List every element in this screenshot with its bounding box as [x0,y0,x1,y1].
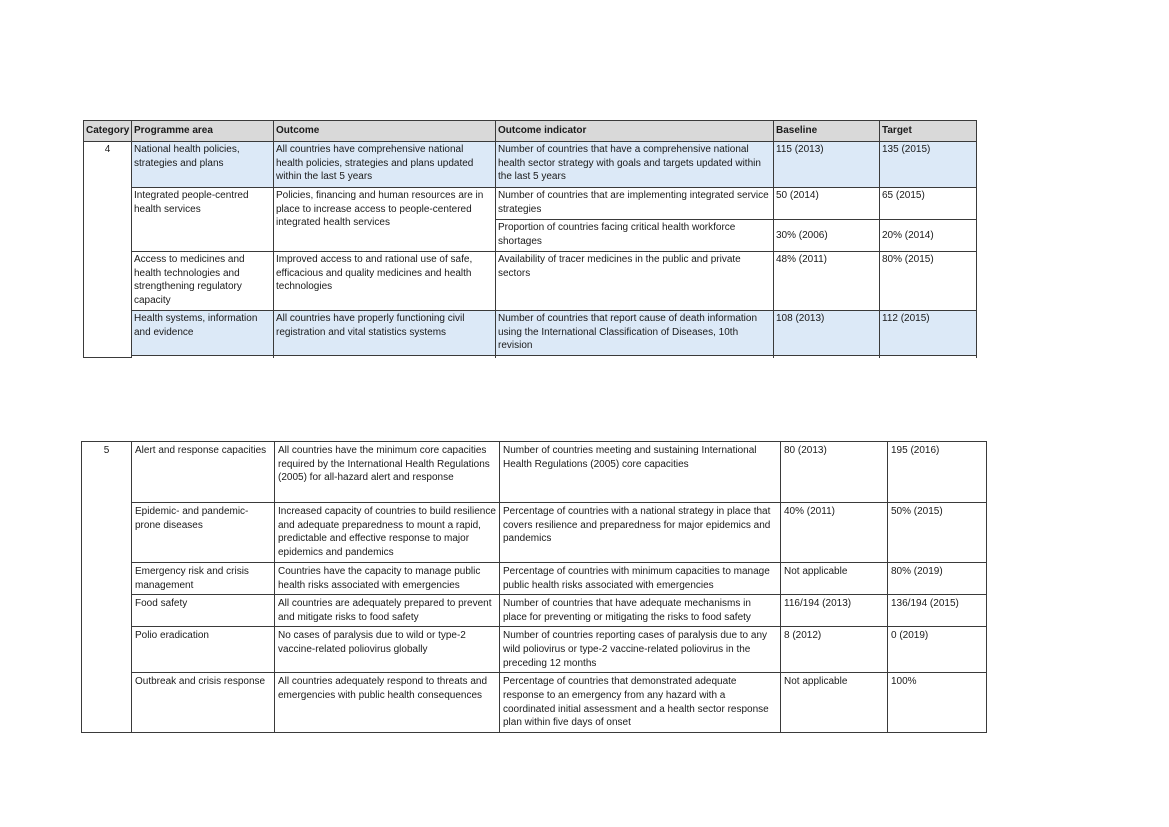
indicator-cell: Number of countries that are implementing integrated service strategies [496,188,774,220]
indicator-cell: Percentage of countries that demonstrated adequate response to an emergency from any hazard with a coordinated initial assessment and a health sector response plan within five days of onset [500,673,781,733]
target-cell: 195 (2016) [888,442,987,503]
baseline-cell: 115 (2013) [774,142,880,188]
table-row [82,442,987,503]
baseline-cell: 50 (2014) [774,188,880,220]
outcome-cell: Policies, financing and human resources are in place to increase access to people-centered integrated health services [274,188,496,252]
table-row [84,252,977,311]
outcome-cell: Countries have the capacity to manage public health risks associated with emergencies [275,563,500,595]
indicator-cell: Number of countries that have a comprehensive national health sector strategy with goals and targets updated within the last 5 years [496,142,774,188]
table-row [82,627,987,673]
baseline-cell: 108 (2013) [774,311,880,356]
baseline-cell: 116/194 (2013) [781,595,888,627]
programme-area-cell: Outbreak and crisis response [132,673,275,733]
indicator-cell: Proportion of countries facing critical health workforce shortages [496,220,774,252]
table-row [84,311,977,356]
baseline-cell: 40% (2011) [781,503,888,563]
table-header-row [84,121,977,142]
outcome-cell: All countries are adequately prepared to prevent and mitigate risks to food safety [275,595,500,627]
programme-area-cell: National health policies, strategies and plans [132,142,274,188]
indicator-cell: Number of countries that have adequate mechanisms in place for preventing or mitigating the risks to food safety [500,595,781,627]
target-cell: 80% (2019) [888,563,987,595]
target-cell: 100% [888,673,987,733]
target-cell: 20% (2014) [880,220,977,252]
header-target: Target [880,121,977,142]
table-row [84,142,977,188]
outcome-cell: All countries have the minimum core capacities required by the International Health Regulations (2005) for all-hazard alert and response [275,442,500,503]
programme-area-cell: Emergency risk and crisis management [132,563,275,595]
baseline-cell: 48% (2011) [774,252,880,311]
table-row-continuation [84,356,977,358]
programme-area-cell: Health systems, information and evidence [132,311,274,356]
programme-area-cell: Access to medicines and health technologies and strengthening regulatory capacity [132,252,274,311]
header-baseline: Baseline [774,121,880,142]
outcome-cell: No cases of paralysis due to wild or type-2 vaccine-related poliovirus globally [275,627,500,673]
baseline-cell: 30% (2006) [774,220,880,252]
table-row [82,595,987,627]
outcome-cell: All countries adequately respond to threats and emergencies with public health consequences [275,673,500,733]
table-row [84,188,977,220]
baseline-cell: Not applicable [781,563,888,595]
programme-area-cell: Integrated people-centred health services [132,188,274,252]
header-outcome: Outcome [274,121,496,142]
indicator-cell: Availability of tracer medicines in the public and private sectors [496,252,774,311]
continuation-cell [496,356,774,358]
header-outcome-indicator: Outcome indicator [496,121,774,142]
programme-area-cell: Food safety [132,595,275,627]
continuation-cell [774,356,880,358]
baseline-cell: 8 (2012) [781,627,888,673]
continuation-cell [274,356,496,358]
target-cell: 80% (2015) [880,252,977,311]
continuation-cell [880,356,977,358]
outcome-cell: Increased capacity of countries to build resilience and adequate preparedness to mount a rapid, predictable and effective response to major epidemics and pandemics [275,503,500,563]
programme-area-cell: Polio eradication [132,627,275,673]
outcome-cell: All countries have properly functioning civil registration and vital statistics systems [274,311,496,356]
indicator-cell: Number of countries that report cause of death information using the International Classification of Diseases, 10th revision [496,311,774,356]
table-row [82,503,987,563]
table-category-5 [81,441,987,733]
continuation-cell [132,356,274,358]
indicator-cell: Percentage of countries with a national strategy in place that covers resilience and preparedness for major epidemics and pandemics [500,503,781,563]
target-cell: 112 (2015) [880,311,977,356]
category-cell: 5 [82,442,132,733]
target-cell: 135 (2015) [880,142,977,188]
target-cell: 50% (2015) [888,503,987,563]
baseline-cell: 80 (2013) [781,442,888,503]
target-cell: 0 (2019) [888,627,987,673]
category-cell: 4 [84,142,132,358]
programme-area-cell: Alert and response capacities [132,442,275,503]
indicator-cell: Percentage of countries with minimum capacities to manage public health risks associated with emergencies [500,563,781,595]
programme-area-cell: Epidemic- and pandemic-prone diseases [132,503,275,563]
header-category: Category [84,121,132,142]
indicator-cell: Number of countries reporting cases of paralysis due to any wild poliovirus or type-2 vaccine-related poliovirus in the preceding 12 months [500,627,781,673]
header-programme-area: Programme area [132,121,274,142]
indicator-cell: Number of countries meeting and sustaining International Health Regulations (2005) core capacities [500,442,781,503]
table-row [82,563,987,595]
table-row [82,673,987,733]
target-cell: 65 (2015) [880,188,977,220]
outcome-cell: All countries have comprehensive national health policies, strategies and plans updated within the last 5 years [274,142,496,188]
outcome-cell: Improved access to and rational use of safe, efficacious and quality medicines and health technologies [274,252,496,311]
baseline-cell: Not applicable [781,673,888,733]
target-cell: 136/194 (2015) [888,595,987,627]
table-category-4 [83,120,977,358]
